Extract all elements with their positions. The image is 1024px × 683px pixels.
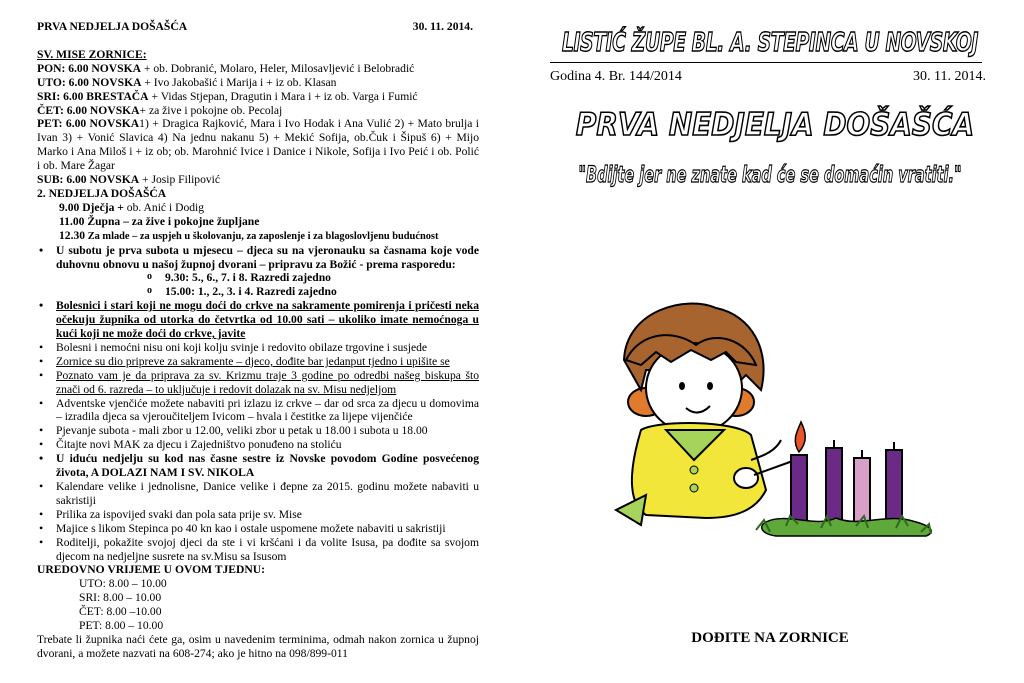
hand-icon: [734, 468, 758, 488]
shoe-icon: [616, 495, 646, 525]
mass-900: 9.00 Dječja + ob. Anić i Dodig: [59, 200, 205, 214]
closing-call: DOĐITE NA ZORNICE: [691, 630, 849, 646]
eye-left-icon: [679, 382, 685, 390]
mass-1230: 12.30 Za mlade – za uspjeh u školovanju, za zaposlenje i za blagoslovljenu budućnost: [59, 228, 439, 242]
notice-bullet: • Majice s likom Stepinca po 40 kn kao i ostale uspomene možete nabaviti u sakristiji: [37, 522, 479, 536]
mass-sub: SUB: 6.00 NOVSKA + Josip Filipović: [37, 173, 221, 187]
main-title: PRVA NEDJELJA DOŠAŠĆA: [575, 107, 975, 143]
office-hours-row: PET: 8.00 – 10.00: [79, 619, 164, 633]
candle-icon: [826, 448, 842, 523]
masses-heading: SV. MISE ZORNICE:: [37, 47, 147, 61]
mass-1100: 11.00 Župna – za žive i pokojne župljane: [59, 214, 260, 228]
issue-date: 30. 11. 2014.: [913, 69, 986, 84]
footer-contact: Trebate li župnika naći ćete ga, osim u navedenim terminima, odmah nakon zornica u župnoj dvorani, a možete nazvati na 608-274; ako je hitno na 098/899-011: [37, 632, 479, 660]
page-header: [37, 20, 479, 34]
mass-pon: PON: 6.00 NOVSKA + ob. Dobranić, Molaro, Heler, Milosavljević i Belobradić: [37, 61, 415, 75]
office-hours-heading: UREDOVNO VRIJEME U OVOM TJEDNU:: [37, 563, 266, 577]
button-icon: [690, 484, 698, 492]
right-column: [540, 28, 1000, 188]
mass-cet: ČET: 6.00 NOVSKA+ za žive i pokojne ob. Pecolaj: [37, 103, 283, 117]
office-hours-row: SRI: 8.00 – 10.00: [79, 591, 162, 605]
second-sunday-heading: 2. NEDJELJA DOŠAŠĆA: [37, 186, 167, 200]
issue-number: Godina 4. Br. 144/2014: [550, 69, 682, 84]
mass-pet: PET: 6.00 NOVSKA1) + Dragica Rajković, Mara i Ivo Hodak i Ana Vulić 2) + Mato brulja i Ivan 3) + Vonić Slavica 4) Na jednu nakanu 5) + Mekić Sofija, ob.Čuk i Šipuš 6) + Mijo Marko i Ana Miloš i + iz ob; ob. Marohnić Ivice i Danice i Nikole, Sofija i Ivo Peić i ob. Polić i ob. Mare Žagar: [37, 117, 479, 173]
schedule-item: o 15.00: 1., 2., 3. i 4. Razredi zajedno: [37, 285, 479, 299]
notice-bullet: • Bolesni i nemoćni nisu oni koji kolju svinje i redovito obilaze trgovine i susjede: [37, 341, 479, 355]
notice-bullet: • Adventske vjenčiće možete nabaviti pri izlazu iz crkve – dar od srca za djecu u domovima – izradila djeca sa vjeroučiteljem Ivicom – hvala i čestitke za lijepe vijenčiće: [37, 397, 479, 425]
notice-bullet: • Čitajte novi MAK za djecu i Zajedništvo ponuđeno na stoliću: [37, 438, 479, 452]
girl-advent-wreath-illustration: [586, 290, 986, 540]
notice-bullet: • Poznato vam je da priprava za sv. Krizmu traje 3 godine po odredbi našeg biskupa što znači od 6. razreda – to uključuje i redovit dolazak na sv. Misu nedjeljom: [37, 369, 479, 397]
face-icon: [646, 343, 742, 433]
notice-bullet: • Pjevanje subota - mali zbor u 12.00, veliki zbor u petak u 18.00 i subota u 18.00: [37, 424, 479, 438]
notice-bullet: • Zornice su dio pripreve za sakramente – djeco, dođite bar jedanput tjedno i upišite se: [37, 355, 479, 369]
notice-sick: • Bolesnici i stari koji ne mogu doći do crkve na sakramente pomirenja i pričesti neka očekuju župnika od utorka do četvrtka od 10.00 sati – ukoliko imate nemoćnoga u kući koji ne može doći do crkve, javite: [37, 299, 479, 341]
header-title: PRVA NEDJELJA DOŠAŠĆA: [37, 20, 188, 33]
header-date: 30. 11. 2014.: [412, 20, 473, 33]
candle-icon: [854, 458, 870, 523]
left-column: [37, 20, 479, 661]
masthead: LISTIĆ ŽUPE BL. A. STEPINCA U NOVSKOJ: [561, 28, 979, 58]
office-hours-row: UTO: 8.00 – 10.00: [79, 577, 167, 591]
button-icon: [690, 466, 698, 474]
office-hours-row: ČET: 8.00 –10.00: [79, 605, 162, 619]
notice-bullet: • U iduću nedjelju su kod nas časne sestre iz Novske povodom Godine posvećenog života, A DOLAZI NAM I SV. NIKOLA: [37, 452, 479, 480]
mass-sri: SRI: 6.00 BRESTAČA + Vidas Stjepan, Dragutin i Mara i + iz ob. Varga i Fumić: [37, 89, 418, 103]
issue-info: [550, 69, 986, 85]
notice-bullet: • Kalendare velike i jednolisne, Danice velike i đepne za 2015. godinu možete nabaviti u sakristiji: [37, 480, 479, 508]
notice-bullet: • Roditelji, pokažite svojoj djeci da ste i vi kršćani i da volite Isusa, pa dođite sa svojom djecom na nedjeljne susrete na sv.Misu sa Isusom: [37, 536, 479, 564]
flame-icon: [795, 422, 805, 452]
notice-bullet: • Prilika za ispovijed svaki dan pola sata prije sv. Mise: [37, 508, 479, 522]
candle-icon: [886, 450, 902, 523]
notice-first-saturday: • U subotu je prva subota u mjesecu – djeca su na vjeronauku sa časnama koje vode duhovnu obnovu u našoj župnoj dvorani – pripravu za Božić - prema rasporedu:: [37, 244, 479, 272]
candle-icon: [791, 455, 807, 523]
masthead-rule: [550, 62, 982, 63]
gospel-quote: "Bdijte jer ne znate kad će se domaćin vratiti.": [578, 163, 962, 188]
schedule-item: o 9.30: 5., 6., 7. i 8. Razredi zajedno: [37, 271, 479, 285]
eye-right-icon: [707, 382, 713, 390]
mass-uto: UTO: 6.00 NOVSKA + Ivo Jakobašić i Marija i + iz ob. Klasan: [37, 75, 337, 89]
